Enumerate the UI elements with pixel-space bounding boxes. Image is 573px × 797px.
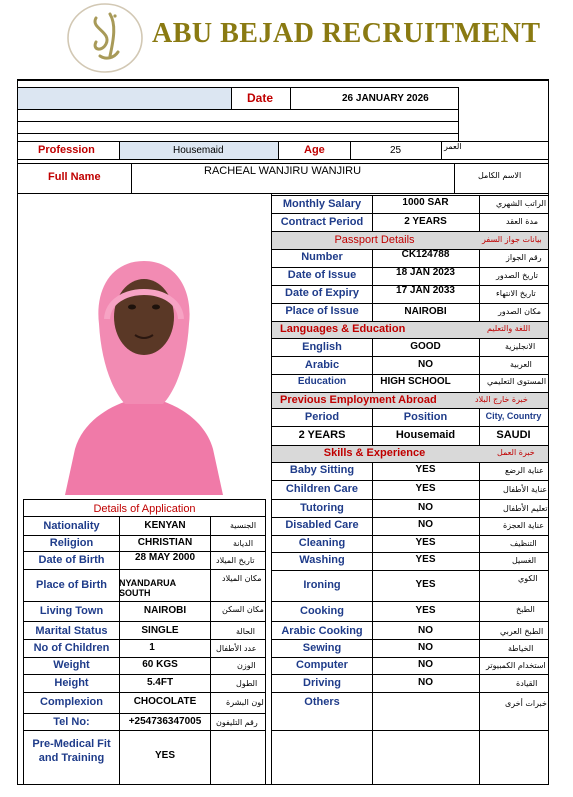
weight-ar: الوزن xyxy=(237,661,256,670)
age-label: Age xyxy=(304,144,325,156)
languages-title: Languages & Education xyxy=(280,323,406,335)
education-ar: المستوى التعليمي xyxy=(487,377,547,386)
skill-children-care-label: Children Care xyxy=(285,483,359,495)
english-value: GOOD xyxy=(410,341,441,352)
application-frame-top xyxy=(23,499,265,500)
skill-arabic-cooking-ar: الطبخ العربي xyxy=(500,627,544,636)
skill-computer-value: NO xyxy=(418,659,433,670)
pob-value: NYANDARUA SOUTH xyxy=(119,578,176,599)
skill-tutoring-value: NO xyxy=(418,502,433,513)
employment-country-value: SAUDI xyxy=(496,429,531,441)
application-title: Details of Application xyxy=(93,503,196,515)
employment-position-header: Position xyxy=(403,411,448,423)
dob-value: 28 MAY 2000 xyxy=(134,552,196,563)
languages-title-ar: اللغة والتعليم xyxy=(487,324,531,333)
salary-ar: الراتب الشهري xyxy=(496,199,547,208)
skill-ironing-value: YES xyxy=(415,579,436,590)
brand-name: ABU BEJAD RECRUITMENT xyxy=(152,18,541,49)
passport-number-value: CK124788 xyxy=(401,249,450,260)
employment-period-value: 2 YEARS xyxy=(298,429,346,441)
employment-title: Previous Employment Abroad xyxy=(280,394,437,406)
skill-cleaning-label: Cleaning xyxy=(298,537,346,549)
skill-baby-sitting-ar: عناية الرضع xyxy=(505,466,544,475)
passport-issue-label: Date of Issue xyxy=(287,269,357,281)
skill-driving-value: NO xyxy=(418,677,433,688)
children-ar: عدد الأطفال xyxy=(216,644,257,653)
marital-status-value: SINGLE xyxy=(141,625,179,636)
age-value: 25 xyxy=(390,145,402,156)
dob-label: Date of Birth xyxy=(38,554,105,566)
skill-sewing-value: NO xyxy=(418,642,433,653)
skill-disabled-care-value: NO xyxy=(418,519,433,530)
skill-cooking-label: Cooking xyxy=(300,605,344,617)
passport-title-ar: بيانات جواز السفر xyxy=(482,235,542,244)
frame-top xyxy=(17,79,548,81)
skill-cleaning-ar: التنظيف xyxy=(510,539,537,548)
skill-baby-sitting-value: YES xyxy=(415,464,436,475)
dob-ar: تاريخ الميلاد xyxy=(216,556,255,565)
nationality-label: Nationality xyxy=(43,520,100,532)
skill-driving-ar: القيادة xyxy=(516,679,538,688)
passport-number-ar: رقم الجواز xyxy=(506,253,542,262)
passport-place-value: NAIROBI xyxy=(404,306,447,317)
weight-label: Weight xyxy=(53,659,90,671)
skill-washing-value: YES xyxy=(415,554,436,565)
skill-disabled-care-label: Disabled Care xyxy=(285,519,359,531)
contract-label: Contract Period xyxy=(280,216,364,228)
religion-ar: الديانة xyxy=(233,539,254,548)
skill-computer-ar: استخدام الكمبيوتر xyxy=(486,661,546,670)
living-town-value: NAIROBI xyxy=(143,605,187,616)
children-value: 1 xyxy=(149,642,155,653)
religion-value: CHRISTIAN xyxy=(137,537,193,548)
contract-value: 2 YEARS xyxy=(404,216,447,227)
passport-issue-value: 18 JAN 2023 xyxy=(396,267,455,278)
date-label: Date xyxy=(247,91,274,105)
employment-title-ar: خبرة خارج البلاد xyxy=(475,395,528,404)
passport-number-label: Number xyxy=(301,251,343,263)
profession-label: Profession xyxy=(38,144,95,156)
skill-driving-label: Driving xyxy=(303,677,341,689)
education-value: HIGH SCHOOL xyxy=(380,376,451,387)
skill-cleaning-value: YES xyxy=(415,537,436,548)
tel-ar: رقم التليفون xyxy=(216,718,258,727)
profession-value: Housemaid xyxy=(173,145,224,156)
arabic-ar: العربية xyxy=(510,360,532,369)
frame-left xyxy=(17,79,18,785)
passport-expiry-label: Date of Expiry xyxy=(285,287,359,299)
pob-ar: مكان الميلاد xyxy=(222,574,262,583)
weight-value: 60 KGS xyxy=(142,659,178,670)
skill-sewing-label: Sewing xyxy=(302,642,342,654)
arabic-value: NO xyxy=(418,359,433,370)
skill-cooking-ar: الطبخ xyxy=(516,605,535,614)
frame-right xyxy=(548,79,549,785)
passport-issue-ar: تاريخ الصدور xyxy=(496,271,538,280)
marital-status-label: Marital Status xyxy=(35,625,108,637)
living-town-ar: مكان السكن xyxy=(222,605,264,614)
salary-label: Monthly Salary xyxy=(282,198,362,210)
skills-title: Skills & Experience xyxy=(323,447,426,459)
premedical-value: YES xyxy=(154,750,175,761)
height-value: 5.4FT xyxy=(146,677,174,688)
english-ar: الانجليزية xyxy=(505,342,536,351)
contract-ar: مدة العقد xyxy=(506,217,538,226)
company-logo xyxy=(66,2,144,74)
passport-title: Passport Details xyxy=(334,234,415,246)
candidate-photo xyxy=(25,199,263,495)
skill-disabled-care-ar: عناية العجزة xyxy=(503,521,544,530)
skill-ironing-label: Ironing xyxy=(303,579,341,591)
frame-bottom xyxy=(17,784,549,785)
skill-tutoring-label: Tutoring xyxy=(300,502,344,514)
fullname-value: RACHEAL WANJIRU WANJIRU xyxy=(204,165,362,177)
skill-tutoring-ar: تعليم الأطفال xyxy=(503,504,548,513)
living-town-label: Living Town xyxy=(39,605,104,617)
skill-others-ar: خبرات أخرى xyxy=(505,699,547,708)
english-label: English xyxy=(302,341,342,353)
height-label: Height xyxy=(54,677,89,689)
skill-others-label: Others xyxy=(304,696,340,708)
nationality-ar: الجنسية xyxy=(230,521,257,530)
skill-washing-label: Washing xyxy=(299,554,345,566)
passport-expiry-ar: تاريخ الانتهاء xyxy=(496,289,536,298)
fullname-label: Full Name xyxy=(48,171,101,183)
skill-arabic-cooking-value: NO xyxy=(418,625,433,636)
passport-place-ar: مكان الصدور xyxy=(498,307,542,316)
complexion-label: Complexion xyxy=(40,696,103,708)
complexion-value: CHOCOLATE xyxy=(133,696,197,707)
arabic-label: Arabic xyxy=(304,359,340,371)
tel-value: +254736347005 xyxy=(128,716,202,727)
height-ar: الطول xyxy=(236,679,258,688)
passport-expiry-value: 17 JAN 2033 xyxy=(396,285,455,296)
marital-status-ar: الحالة xyxy=(236,627,255,636)
age-ar: العمر xyxy=(444,142,462,151)
children-label: No of Children xyxy=(33,642,110,654)
skill-sewing-ar: الخياطة xyxy=(508,644,534,653)
education-label: Education xyxy=(297,376,347,387)
skill-children-care-value: YES xyxy=(415,483,436,494)
premedical-label: Pre-Medical Fit and Training xyxy=(32,738,111,765)
tel-label: Tel No: xyxy=(53,716,90,728)
skill-washing-ar: الغسيل xyxy=(512,556,537,565)
passport-place-label: Place of Issue xyxy=(285,305,359,317)
salary-value: 1000 SAR xyxy=(402,197,449,208)
date-value: 26 JANUARY 2026 xyxy=(342,93,429,104)
skill-arabic-cooking-label: Arabic Cooking xyxy=(281,625,363,637)
pob-label: Place of Birth xyxy=(36,579,107,591)
fullname-ar: الاسم الكامل xyxy=(478,171,522,180)
skill-ironing-ar: الكوي xyxy=(518,574,538,583)
header-fill xyxy=(18,88,231,109)
skill-children-care-ar: عناية الأطفال xyxy=(503,485,548,494)
complexion-ar: لون البشرة xyxy=(226,698,264,707)
employment-period-header: Period xyxy=(304,411,340,423)
employment-position-value: Housemaid xyxy=(395,429,456,441)
skill-baby-sitting-label: Baby Sitting xyxy=(289,464,355,476)
skill-cooking-value: YES xyxy=(415,605,436,616)
skill-computer-label: Computer xyxy=(296,659,348,671)
skills-title-ar: خبرة العمل xyxy=(497,448,535,457)
religion-label: Religion xyxy=(49,537,94,549)
employment-country-header: City, Country xyxy=(485,411,542,421)
nationality-value: KENYAN xyxy=(144,520,186,531)
